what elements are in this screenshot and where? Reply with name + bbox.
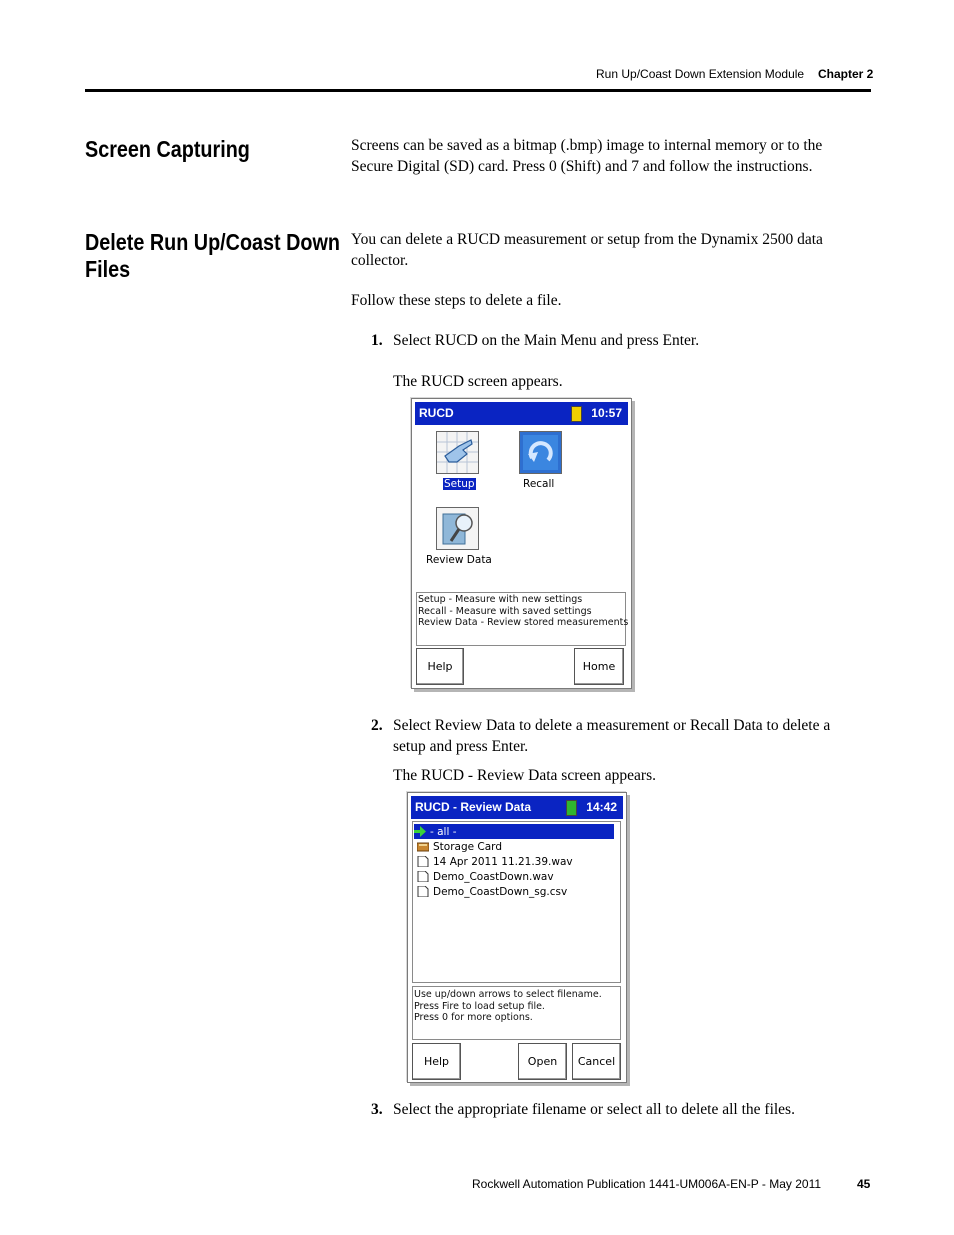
help-line: Recall - Measure with saved settings: [418, 605, 592, 617]
review-data-label[interactable]: Review Data: [426, 554, 492, 566]
rucd-icon-area: [416, 427, 624, 589]
rucd-help-text-panel: [416, 592, 629, 646]
page-number: 45: [857, 1177, 871, 1191]
running-header-section: Run Up/Coast Down Extension Module: [596, 67, 805, 81]
file-icon: [417, 856, 429, 867]
help-line: Review Data - Review stored measurements: [418, 617, 629, 628]
file-icon: [417, 871, 429, 882]
screen-capturing-paragraph: [351, 136, 822, 177]
file-name: Storage Card: [433, 840, 502, 853]
heading-line: Files: [85, 256, 131, 282]
storage-card-icon: [417, 841, 429, 852]
review-help-text-panel: [412, 986, 621, 1040]
file-row-wav[interactable]: [417, 854, 573, 869]
rucd-screen: [411, 398, 632, 689]
file-name: 14 Apr 2011 11.21.39.wav: [433, 855, 573, 868]
review-data-icon[interactable]: [436, 507, 479, 550]
help-line: Press Fire to load setup file.: [414, 1000, 545, 1012]
help-line: Use up/down arrows to select filename.: [414, 989, 602, 1000]
step-3-text: Select the appropriate filename or select all to delete all the files.: [393, 1101, 795, 1118]
step-1-text: Select RUCD on the Main Menu and press Enter.: [393, 332, 700, 349]
home-button[interactable]: Home: [574, 648, 624, 685]
review-data-screen: [407, 792, 627, 1083]
help-button[interactable]: Help: [412, 1043, 461, 1080]
footer-publication: Rockwell Automation Publication 1441-UM006A-EN-P - May 2011: [472, 1177, 822, 1191]
file-row-demo-wav[interactable]: [417, 869, 554, 884]
heading-screen-capturing: Screen Capturing: [85, 136, 250, 162]
review-data-titlebar: [411, 796, 623, 819]
paragraph-line: collector.: [351, 251, 409, 269]
rucd-titlebar: [415, 402, 628, 425]
step-1-result: The RUCD screen appears.: [393, 373, 563, 390]
setup-label[interactable]: Setup: [444, 478, 475, 490]
file-list: [412, 821, 621, 983]
open-button[interactable]: Open: [518, 1043, 567, 1080]
rucd-clock: 10:57: [591, 406, 622, 420]
heading-delete-files: [85, 229, 340, 283]
step-line: setup and press Enter.: [393, 737, 529, 755]
file-row-all[interactable]: [414, 824, 614, 839]
review-data-title: RUCD - Review Data: [415, 800, 532, 814]
step-line: Select Review Data to delete a measurement or Recall Data to delete a: [393, 717, 831, 734]
help-line: Setup - Measure with new settings: [418, 594, 583, 605]
paragraph-line: You can delete a RUCD measurement or setup from the Dynamix 2500 data: [351, 231, 823, 248]
file-icon: [417, 886, 429, 897]
battery-icon: [571, 406, 582, 422]
step-2-number: 2.: [371, 717, 383, 734]
step-1-number: 1.: [371, 332, 383, 349]
header-rule: [85, 89, 871, 92]
follow-steps-text: Follow these steps to delete a file.: [351, 292, 562, 309]
paragraph-line: Screens can be saved as a bitmap (.bmp) image to internal memory or to the: [351, 137, 823, 154]
rucd-help-text: [418, 594, 628, 629]
file-row-demo-csv[interactable]: [417, 884, 567, 899]
heading-line: Delete Run Up/Coast Down: [85, 229, 340, 255]
cancel-button[interactable]: Cancel: [572, 1043, 621, 1080]
running-header-chapter: Chapter 2: [818, 67, 874, 81]
review-data-clock: 14:42: [586, 800, 617, 814]
setup-icon[interactable]: [436, 431, 479, 474]
battery-icon: [566, 800, 577, 816]
paragraph-line: Secure Digital (SD) card. Press 0 (Shift) and 7 and follow the instructions.: [351, 157, 813, 175]
file-name: Demo_CoastDown_sg.csv: [433, 885, 568, 898]
step-2-result: The RUCD - Review Data screen appears.: [393, 767, 656, 784]
review-help-text: [414, 989, 602, 1024]
green-arrow-icon: [414, 826, 426, 837]
rucd-title: RUCD: [419, 406, 454, 420]
file-name: - all -: [430, 825, 457, 838]
help-line: Press 0 for more options.: [414, 1012, 533, 1023]
file-name: Demo_CoastDown.wav: [433, 870, 554, 883]
recall-icon[interactable]: [519, 431, 562, 474]
help-button[interactable]: Help: [416, 648, 464, 685]
step-2-text: [393, 716, 830, 757]
recall-label[interactable]: Recall: [523, 478, 555, 490]
file-row-storage-card[interactable]: [417, 839, 502, 854]
delete-intro-paragraph: [351, 230, 823, 271]
step-3-number: 3.: [371, 1101, 383, 1118]
